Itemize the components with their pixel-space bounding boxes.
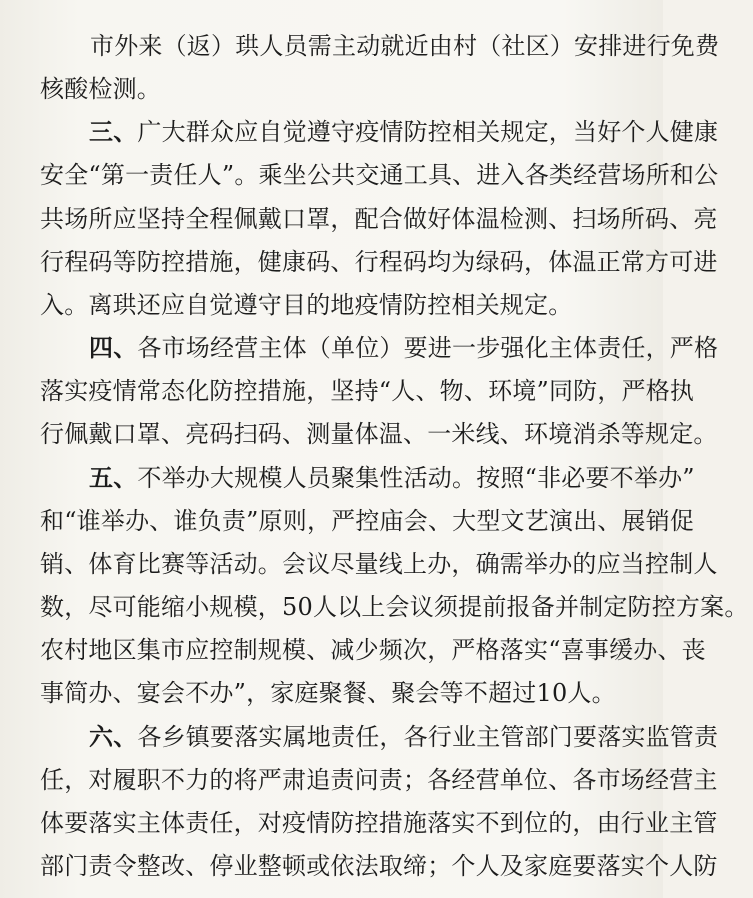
text-line: 数，尽可能缩小规模，50人以上会议须提前报备并制定防控方案。 xyxy=(40,593,749,621)
paragraph-0-line-1 xyxy=(0,67,703,111)
paragraph-1-line-3 xyxy=(0,240,718,284)
paragraph-1-line-0 xyxy=(0,110,752,154)
text-line: 共场所应坚持全程佩戴口罩，配合做好体温检测、扫场所码、亮 xyxy=(40,205,718,233)
text-line: 安全“第一责任人”。乘坐公共交通工具、进入各类经营场所和公 xyxy=(40,161,719,189)
text-line: 市外来（返）珙人员需主动就近由村（社区）安排进行免费 xyxy=(90,32,720,60)
paragraph-1-line-2 xyxy=(0,197,718,241)
text-line: 各市场经营主体（单位）要进一步强化主体责任，严格 xyxy=(137,334,719,362)
text-line: 和“谁举办、谁负责”原则，严控庙会、大型文艺演出、展销促 xyxy=(40,507,695,535)
text-line: 体要落实主体责任，对疫情防控措施落实不到位的，由行业主管 xyxy=(40,809,718,837)
text-line: 各乡镇要落实属地责任，各行业主管部门要落实监管责 xyxy=(137,723,719,751)
text-line: 事简办、宴会不办”，家庭聚餐、聚会等不超过10人。 xyxy=(40,679,616,707)
text-line: 任，对履职不力的将严肃追责问责；各经营单位、各市场经营主 xyxy=(40,766,718,794)
paragraph-1-line-1 xyxy=(0,153,719,197)
paragraph-3-line-0 xyxy=(0,456,752,500)
text-line: 销、体育比赛等活动。会议尽量线上办，确需举办的应当控制人 xyxy=(40,550,718,578)
paragraph-1-line-4 xyxy=(0,283,703,327)
paragraph-3-line-1 xyxy=(0,499,703,543)
text-line: 入。离珙还应自觉遵守目的地疫情防控相关规定。 xyxy=(40,291,573,319)
paragraph-4-line-0 xyxy=(0,715,752,759)
paragraph-0-line-0 xyxy=(0,24,753,68)
paragraph-3-line-5 xyxy=(0,671,703,715)
text-line: 部门责令整改、停业整顿或依法取缔；个人及家庭要落实个人防 xyxy=(40,852,718,880)
paragraph-4-line-1 xyxy=(0,758,718,802)
paragraph-3-line-4 xyxy=(0,628,706,672)
text-line: 行程码等防控措施，健康码、行程码均为绿码，体温正常方可进 xyxy=(40,248,718,276)
text-line: 核酸检测。 xyxy=(40,75,161,103)
paragraph-2-line-0 xyxy=(0,326,752,370)
text-line: 行佩戴口罩、亮码扫码、测量体温、一米线、环境消杀等规定。 xyxy=(40,420,718,448)
paragraph-3-line-3 xyxy=(0,585,749,629)
section-number: 五、 xyxy=(89,463,138,492)
paragraph-4-line-3 xyxy=(0,844,718,888)
text-line: 不举办大规模人员聚集性活动。按照“非必要不举办” xyxy=(137,464,695,492)
text-line: 农村地区集市应控制规模、减少频次，严格落实“喜事缓办、丧 xyxy=(40,636,706,664)
section-number: 四、 xyxy=(89,333,138,362)
paragraph-4-line-2 xyxy=(0,801,718,845)
text-line: 落实疫情常态化防控措施，坚持“人、物、环境”同防，严格执 xyxy=(40,377,695,405)
paragraph-2-line-2 xyxy=(0,412,718,456)
paragraph-3-line-2 xyxy=(0,542,718,586)
paragraph-2-line-1 xyxy=(0,369,703,413)
section-number: 六、 xyxy=(89,722,138,751)
section-number: 三、 xyxy=(89,117,138,146)
text-line: 广大群众应自觉遵守疫情防控相关规定，当好个人健康 xyxy=(137,118,719,146)
